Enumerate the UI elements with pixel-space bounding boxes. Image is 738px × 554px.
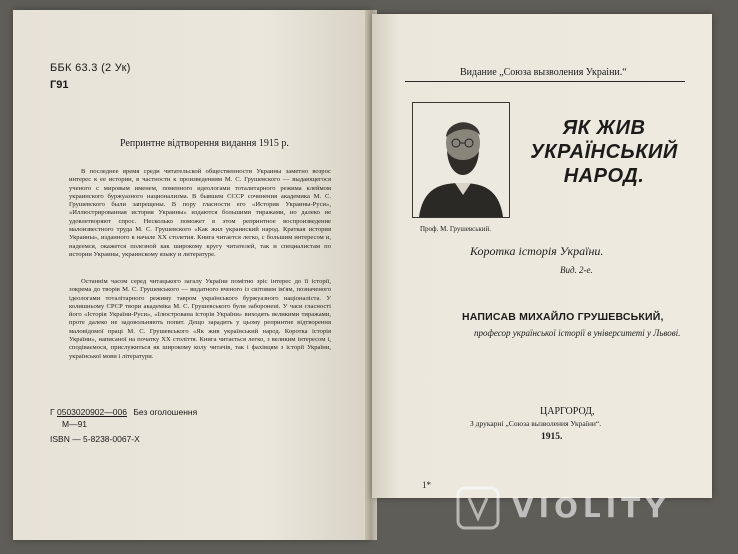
publication-city: ЦАРГОРОД, <box>540 406 595 417</box>
author-title: професор української історії в університеті у Львові. <box>474 328 681 338</box>
book-subtitle: Коротка історія України. <box>470 244 604 258</box>
imprint-letter: Г <box>50 407 55 417</box>
printing-house: З друкарні „Союза вызволения України“. <box>470 419 602 428</box>
annotation-russian: В последнее время среди читательской общественности Украины заметно возрос интерес к ее истории, в частности к произведениям М. С. Грушевского — выдающегося ученого с мировым именем, поменного идеологами тоталитарного режима клеймом украинского буржуазного национализма. В бывшем СССР сочинения академика М. С. Грушевского были запрещены. В пору гласности его «История Украины-Руси», «Иллюстрированная история Украины» издаются большими тиражами, но далеко не удовлетворяют спрос. Несколько поможет в этом репринтное воспроизведение малоизвестного труда М. С. Грушевского «Как жил украинский народ. Краткая история Украины», изданного в начале XX столетия. Книга читается легко, с большим интересом и, надеемся, окажется полезной как широкому кругу читателей, так и специалистам по истории Украины, украинскому языку и литературе. <box>69 168 331 258</box>
annotation-ukrainian: Останнім часом серед читацького загалу України помітно зріс інтерес до її історії, зокрема до творів М. С. Грушевського — видатного вченого із світовим ім'ям, позначеного ідеологами тоталітарного режиму тавром українського буржуазного націоналіста. У колишньому СРСР твори академіка М. С. Грушевського були заборонені. У часи гласності його «Історія України-Руси», «Ілюстрована історія України» виходять великими тиражами, проте далеко не задовольняють попит. Дещо зарадить у цьому репринтне відтворення маловідомої праці М. С. Грушевського «Як жив український народ. Коротка історія України», написаної на початку XX століття. Книга читається легко, з великим інтересом і, сподіваємося, прислужиться як широкому колу читачів, так і фахівцям з історії України, української мови і літератури. <box>69 278 331 360</box>
bbk-index: ББК 63.3 (2 Ук) <box>50 62 131 74</box>
title-line: ЯК ЖИВ <box>562 117 646 139</box>
title-line: НАРОД. <box>563 165 645 187</box>
author-line: НАПИСАВ МИХАЙЛО ГРУШЕВСЬКИЙ, <box>462 311 664 323</box>
book-title <box>520 116 688 188</box>
imprint-block <box>50 406 197 430</box>
watermark-text: VIOLITY <box>512 491 671 524</box>
portrait-caption: Проф. М. Грушевський. <box>420 225 492 233</box>
header-rule <box>405 81 685 82</box>
imprint-number: 0503020902—006 <box>56 407 127 417</box>
page-signature: 1* <box>422 480 431 490</box>
no-ads-note: Без оголошення <box>133 407 198 417</box>
publication-year: 1915. <box>541 432 563 442</box>
edition-number: Вид. 2-е. <box>560 265 593 275</box>
reprint-note: Репринтне відтворення видання 1915 р. <box>120 138 289 149</box>
author-portrait <box>412 102 510 218</box>
edition-header: Видание „Союза вызволения Украіни.“ <box>460 67 627 78</box>
title-line: УКРАЇНСЬКИЙ <box>530 141 678 163</box>
portrait-icon <box>413 103 509 217</box>
author-code: Г91 <box>50 79 69 91</box>
imprint-code: М—91 <box>62 419 88 429</box>
isbn: ISBN — 5-8238-0067-X <box>50 434 140 444</box>
